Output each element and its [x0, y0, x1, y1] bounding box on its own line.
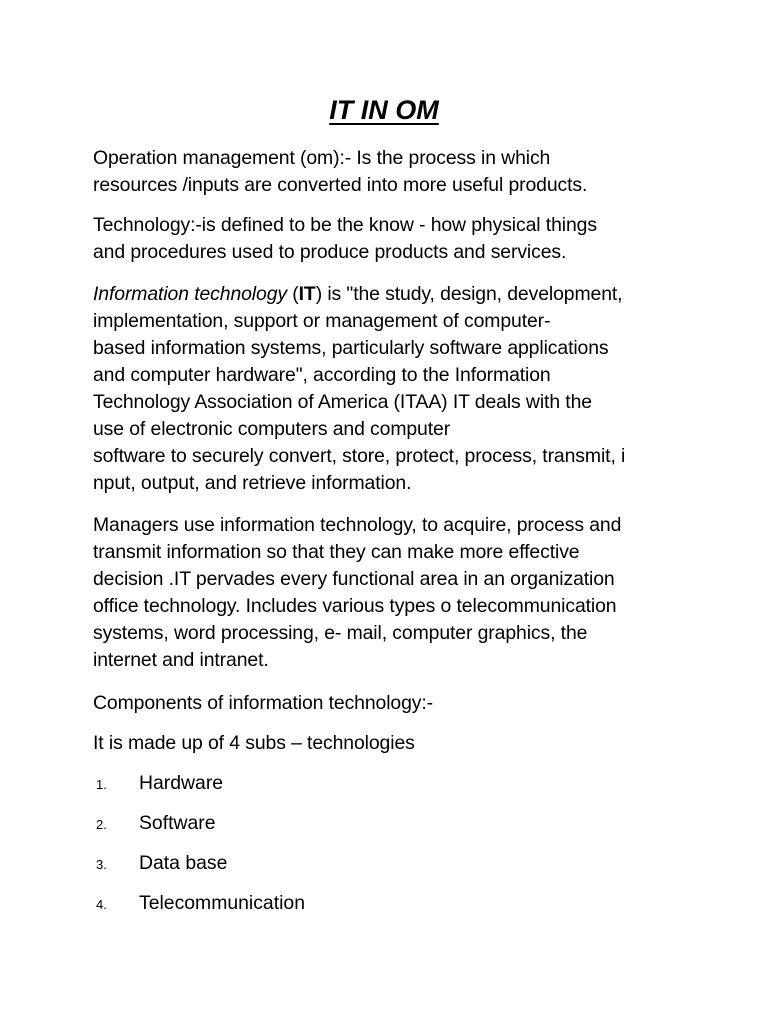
text-line: Technology:-is defined to be the know - how physical things	[93, 214, 597, 236]
text-line: based information systems, particularly software applications	[93, 337, 609, 359]
paragraph-operation-management	[93, 145, 683, 199]
text-line: nput, output, and retrieve information.	[93, 472, 412, 494]
text-line: resources /inputs are converted into more useful products.	[93, 174, 588, 196]
text-line: implementation, support or management of computer-	[93, 310, 551, 332]
text-line: office technology. Includes various types o telecommunication	[93, 595, 617, 617]
text-line: systems, word processing, e- mail, computer graphics, the	[93, 622, 588, 644]
list-item-number: 4.	[96, 897, 107, 912]
text-line: transmit information so that they can make more effective	[93, 541, 580, 563]
list-item	[0, 850, 768, 877]
paragraph-technology	[93, 212, 683, 266]
text-line: It is made up of 4 subs – technologies	[93, 732, 415, 754]
text-line: Technology Association of America (ITAA) IT deals with the	[93, 391, 592, 413]
list-item-number: 3.	[96, 857, 107, 872]
paragraph-information-technology	[93, 281, 683, 497]
italic-term: Information technology	[93, 283, 287, 305]
list-item-text: Telecommunication	[139, 892, 305, 914]
text-fragment: ) is "the study, design, development,	[315, 283, 623, 305]
text-line: software to securely convert, store, protect, process, transmit, i	[93, 445, 626, 467]
text-line: and computer hardware", according to the Information	[93, 364, 551, 386]
list-item-text: Software	[139, 812, 216, 834]
list-item-number: 1.	[96, 777, 107, 792]
page-title: IT IN OM	[329, 95, 439, 125]
list-item	[0, 770, 768, 797]
text-line: and procedures used to produce products and services.	[93, 241, 567, 263]
components-heading	[93, 690, 683, 717]
list-item	[0, 890, 768, 917]
list-item-number: 2.	[96, 817, 107, 832]
list-item	[0, 810, 768, 837]
text-line: Managers use information technology, to acquire, process and	[93, 514, 622, 536]
text-line: decision .IT pervades every functional area in an organization	[93, 568, 615, 590]
text-line: Operation management (om):- Is the process in which	[93, 147, 551, 169]
text-line: use of electronic computers and computer	[93, 418, 451, 440]
text-fragment: (	[286, 283, 299, 305]
paragraph-managers	[93, 512, 683, 674]
text-line: internet and intranet.	[93, 649, 269, 671]
bold-term: IT	[298, 283, 316, 305]
subs-intro	[93, 730, 683, 757]
text-line: Components of information technology:-	[93, 692, 434, 714]
text-line	[93, 281, 683, 308]
list-item-text: Hardware	[139, 772, 224, 794]
list-item-text: Data base	[139, 852, 228, 874]
